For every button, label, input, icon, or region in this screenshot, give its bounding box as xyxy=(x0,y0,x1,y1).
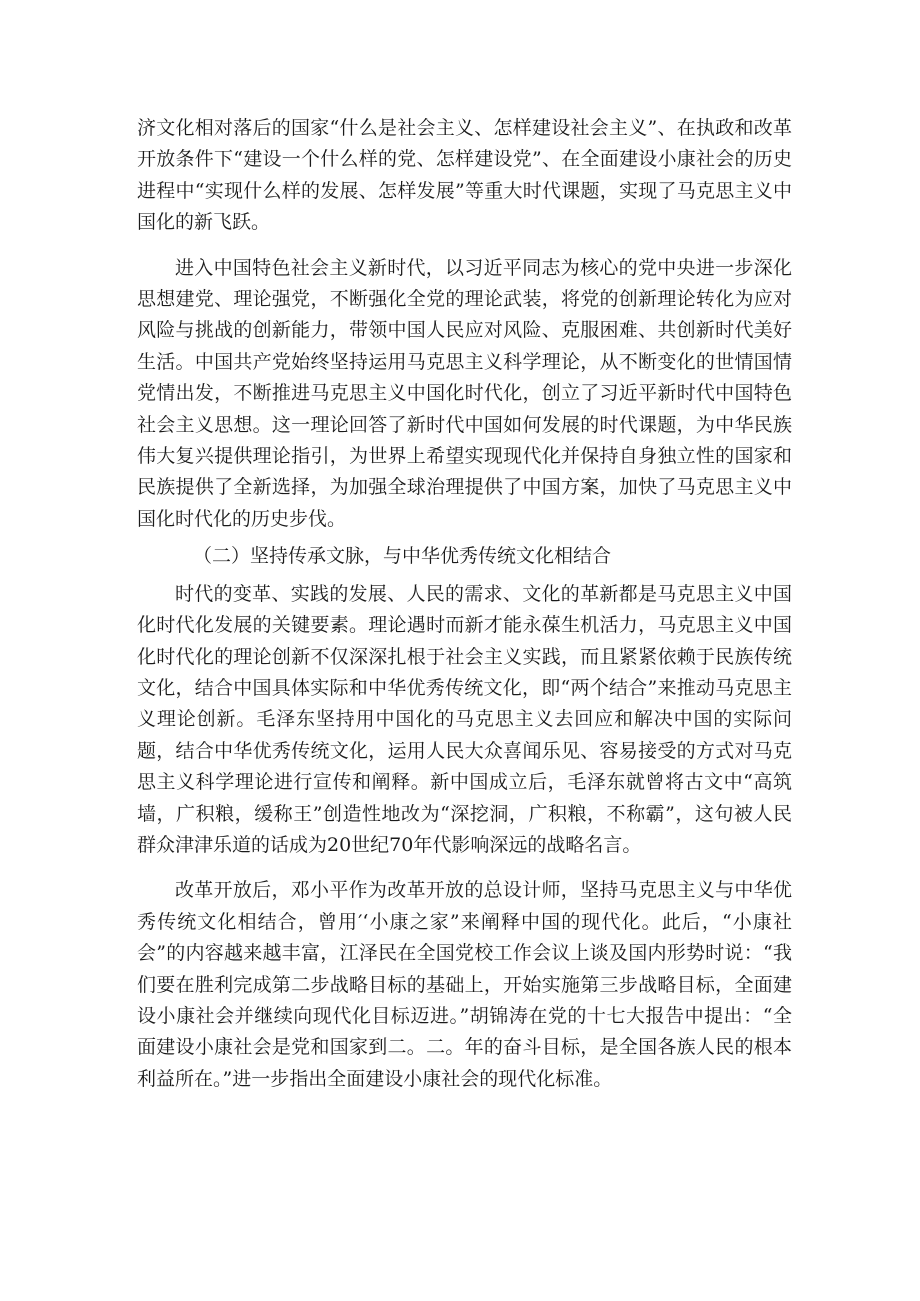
paragraph-tradition: 时代的变革、实践的发展、人民的需求、文化的革新都是马克思主义中国化时代化发展的关键要素。理论遇时而新才能永葆生机活力，马克思主义中国化时代化的理论创新不仅深深扎根于社会主义实践，而且紧紧依赖于民族传统文化，结合中国具体实际和中华优秀传统文化，即“两个结合”来推动马克思主义理论创新。毛泽东坚持用中国化的马克思主义去回应和解决中国的实际问题，结合中华优秀传统文化，运用人民大众喜闻乐见、容易接受的方式对马克思主义科学理论进行宣传和阐释。新中国成立后，毛泽东就曾将古文中“高筑墙，广积粮，缓称王”创造性地改为“深挖洞，广积粮，不称霸”，这句被人民群众津津乐道的话成为20世纪70年代影响深远的战略名言。 xyxy=(137,582,792,856)
paragraph-reform: 改革开放后，邓小平作为改革开放的总设计师，坚持马克思主义与中华优秀传统文化相结合，曾用′‘小康之家”来阐释中国的现代化。此后，“小康社会”的内容越来越丰富，江泽民在全国党校工作会议上谈及国内形势时说：“我们要在胜利完成第二步战略目标的基础上，开始实施第三步战略目标，全面建设小康社会并继续向现代化目标迈进。”胡锦涛在党的十七大报告中提出：“全面建设小康社会是党和国家到二。二。年的奋斗目标，是全国各族人民的根本利益所在。”进一步指出全面建设小康社会的现代化标准。 xyxy=(137,879,792,1090)
paragraph-continued: 济文化相对落后的国家“什么是社会主义、怎样建设社会主义”、在执政和改革开放条件下“建设一个什么样的党、怎样建设党”、在全面建设小康社会的历史进程中“实现什么样的发展、怎样发展”等重大时代课题，实现了马克思主义中国化的新飞跃。 xyxy=(137,117,792,234)
section-heading: （二）坚持传承文脉，与中华优秀传统文化相结合 xyxy=(193,545,612,568)
document-body xyxy=(137,113,792,1095)
paragraph-new-era: 进入中国特色社会主义新时代，以习近平同志为核心的党中央进一步深化思想建党、理论强党，不断强化全党的理论武装，将党的创新理论转化为应对风险与挑战的创新能力，带领中国人民应对风险、克服困难、共创新时代美好生活。中国共产党始终坚持运用马克思主义科学理论，从不断变化的世情国情党情出发，不断推进马克思主义中国化时代化，创立了习近平新时代中国特色社会主义思想。这一理论回答了新时代中国如何发展的时代课题，为中华民族伟大复兴提供理论指引，为世界上希望实现现代化并保持自身独立性的国家和民族提供了全新选择，为加强全球治理提供了中国方案，加快了马克思主义中国化时代化的历史步伐。 xyxy=(137,256,792,530)
